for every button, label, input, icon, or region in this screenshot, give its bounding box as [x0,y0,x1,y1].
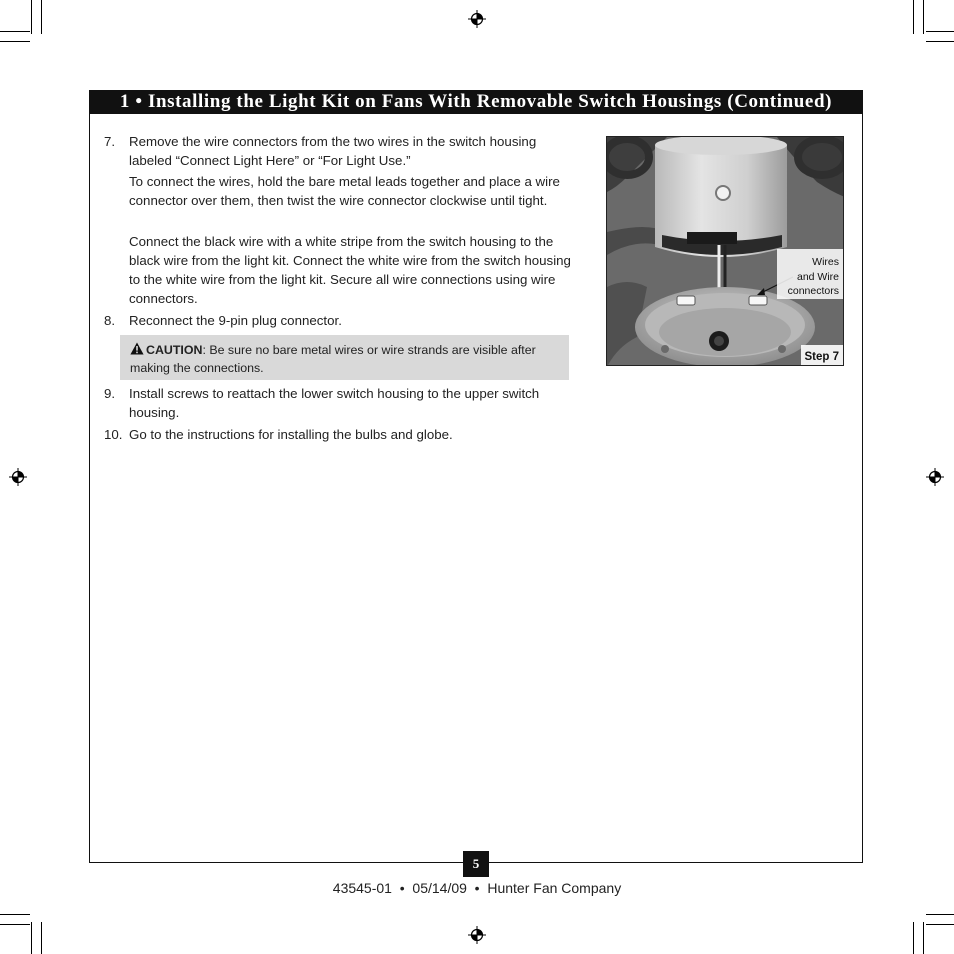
registration-mark-icon [468,10,486,28]
callout-line: connectors [787,285,839,297]
step-7-paragraph-3: Connect the black wire with a white stripe from the switch housing to the black wire from the light kit. Connect the white wire from the switch housing to the white wire from the light kit. Secure all wire connections using wire connectors. [129,234,571,306]
step-number: 8. [104,313,116,328]
crop-mark [31,922,32,954]
page-number: 5 [463,851,489,877]
callout-line: Wires [812,256,839,268]
step-number: 7. [104,134,116,149]
crop-mark [0,41,30,42]
step-7-photo [606,136,844,366]
step-7-paragraph-1: Remove the wire connectors from the two wires in the switch housing labeled “Connect Light Here” or “For Light Use.” [129,134,537,168]
crop-mark [926,41,954,42]
crop-mark [923,922,924,954]
section-title: 1 • Installing the Light Kit on Fans With Removable Switch Housings (Continued) [89,90,863,114]
crop-mark [926,924,954,925]
crop-mark [913,922,914,954]
crop-mark [31,0,32,34]
callout-line: and Wire [796,270,839,283]
footer-text: 43545-01 • 05/14/09 • Hunter Fan Company [332,880,622,896]
registration-mark-icon [468,926,486,944]
switch-housing-illustration [607,137,844,366]
crop-mark [41,0,42,34]
step-7-paragraph-2: To connect the wires, hold the bare metal leads together and place a wire connector over them, then twist the wire connector clockwise until tight. [129,174,560,208]
step-9-text: Install screws to reattach the lower switch housing to the upper switch housing. [129,386,540,420]
crop-mark [41,922,42,954]
registration-mark-icon [9,468,27,486]
crop-mark [926,31,954,32]
caution-text: : Be sure no bare metal wires or wire strands are visible after making the connections. [130,343,536,375]
step-number: 9. [104,386,116,401]
warning-icon [130,342,144,355]
caution-label: CAUTION [146,343,203,357]
figure-callout [788,255,839,299]
registration-mark-icon [926,468,944,486]
crop-mark [926,914,954,915]
figure-step-label: Step 7 [804,351,839,363]
caution-box [120,335,569,380]
step-10-text: Go to the instructions for installing the bulbs and globe. [129,427,453,442]
crop-mark [923,0,924,34]
crop-mark [913,0,914,34]
step-number: 10. [104,427,123,442]
crop-mark [0,31,30,32]
crop-mark [0,914,30,915]
step-8-text: Reconnect the 9-pin plug connector. [129,313,342,328]
crop-mark [0,924,30,925]
